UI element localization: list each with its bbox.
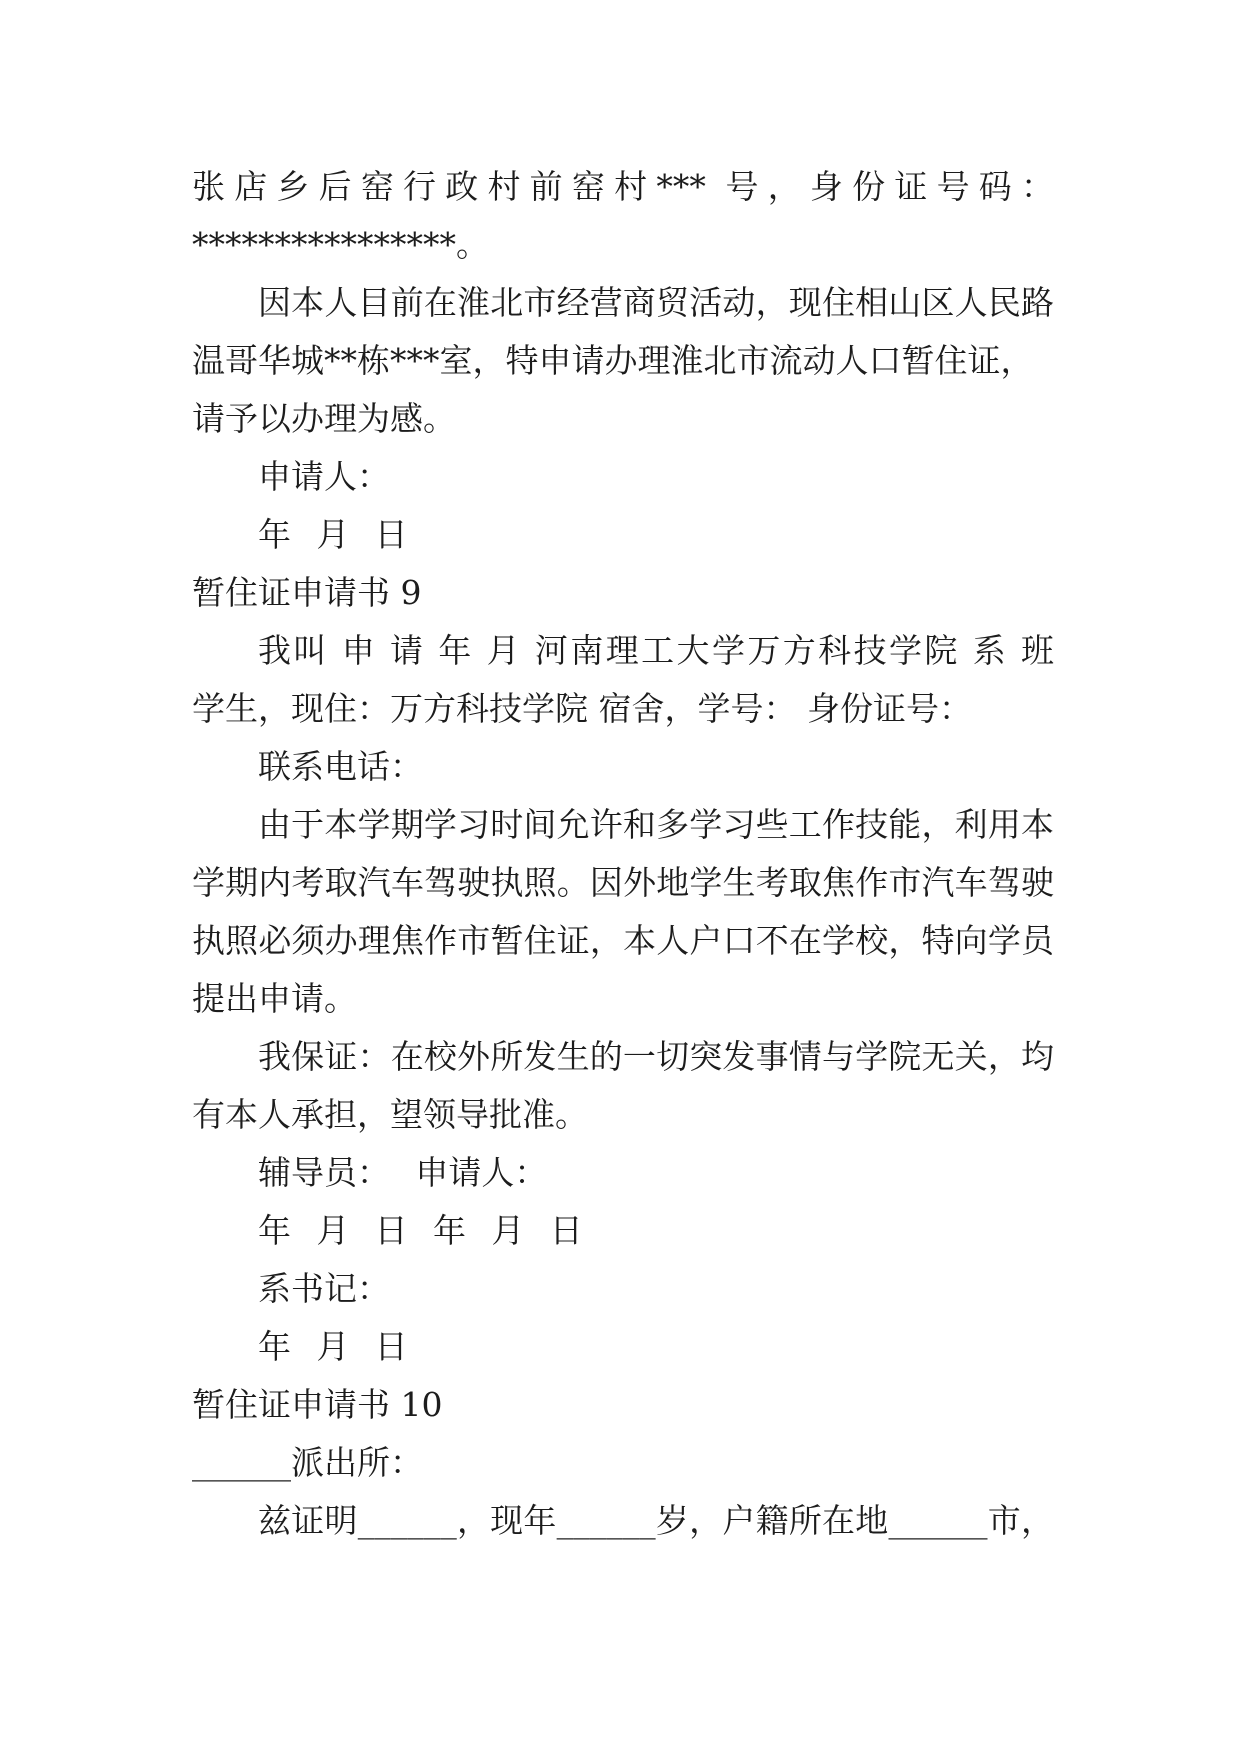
reason-line: 提出申请。 (192, 979, 357, 1018)
guarantee-line: 有本人承担，望领导批准。 (192, 1095, 588, 1134)
reason-line: 请予以办理为感。 (192, 399, 456, 438)
reason-line: 执照必须办理焦作市暂住证，本人户口不在学校，特向学员 (192, 921, 1054, 960)
reason-line: 温哥华城**栋***室，特申请办理淮北市流动人口暂住证， (192, 341, 1034, 380)
address-line: 张店乡后窑行政村前窑村*** 号，身份证号码： (192, 167, 1054, 206)
signers-line: 辅导员： 申请人： (258, 1153, 548, 1192)
intro-line: 我叫 申 请 年 月 河南理工大学万方科技学院 系 班 (258, 631, 1054, 670)
id-number-line: ****************。 (192, 225, 489, 264)
reason-line: 由于本学期学习时间允许和多学习些工作技能，利用本 (258, 805, 1054, 844)
reason-line: 因本人目前在淮北市经营商贸活动，现住相山区人民路 (258, 283, 1054, 322)
continued-application (192, 158, 1054, 564)
date-line: 年 月 日 (258, 515, 408, 554)
guarantee-line: 我保证：在校外所发生的一切突发事情与学院无关，均 (258, 1037, 1054, 1076)
reason-line: 学期内考取汽车驾驶执照。因外地学生考取焦作市汽车驾驶 (192, 863, 1054, 902)
addressee-line: ______派出所： (192, 1443, 423, 1482)
application-9 (192, 564, 1054, 1376)
application-title: 暂住证申请书 10 (192, 1385, 443, 1424)
secretary-date-line: 年 月 日 (258, 1327, 408, 1366)
application-title: 暂住证申请书 9 (192, 573, 422, 612)
signers-date-line: 年 月 日 年 月 日 (258, 1211, 583, 1250)
phone-label: 联系电话： (258, 747, 423, 786)
document-page (192, 158, 1054, 1550)
secretary-label: 系书记： (258, 1269, 390, 1308)
applicant-signature-label: 申请人： (258, 457, 390, 496)
certification-line: 兹证明______，现年______岁，户籍所在地______市， (258, 1501, 1054, 1540)
intro-line: 学生，现住：万方科技学院 宿舍，学号： 身份证号： (192, 689, 972, 728)
application-10 (192, 1376, 1054, 1550)
